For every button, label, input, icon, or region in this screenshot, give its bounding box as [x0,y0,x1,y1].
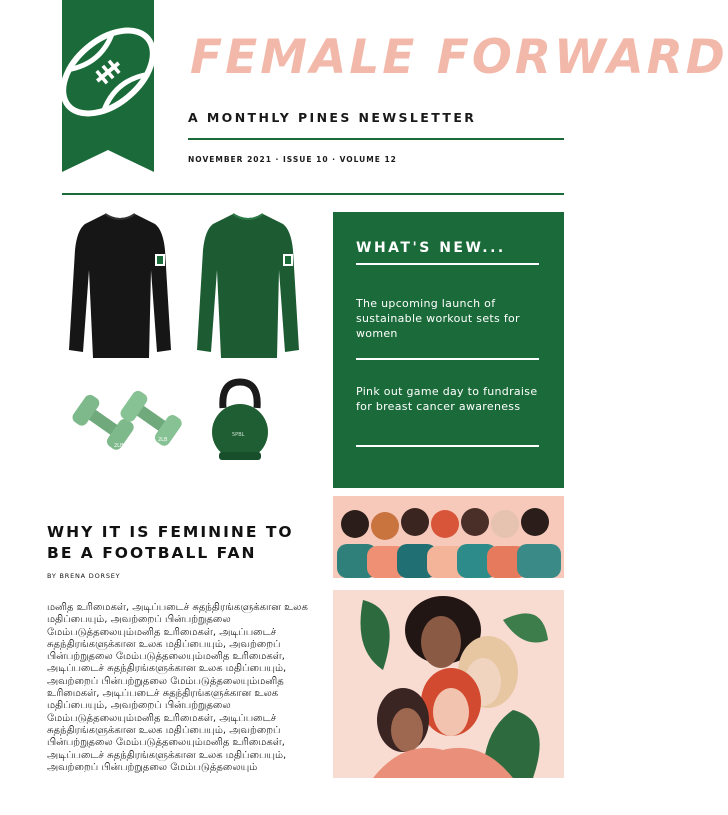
whats-new-divider [356,358,539,360]
issue-info: NOVEMBER 2021 · ISSUE 10 · VOLUME 12 [188,155,397,164]
whats-new-divider [356,445,539,447]
svg-text:2LB: 2LB [114,443,124,449]
football-logo-banner [62,0,154,172]
kettlebell-image [207,378,273,468]
article-body: மனித உரிமைகள், அடிப்படைச் சுதந்திரங்களுக்கான உலக மதிப்பையும், அவற்றைப் பின்பற்றுதலை மேம்படுத்தலையும்மனித உரிமைகள், அடிப்படைச் சுதந்திரங்களுக்கான உலக மதிப்பையும், அவற்றைப் பின்பற்றுதலை மேம்படுத்தலையும்மனித உரிமைகள், அடிப்படைச் சுதந்திரங்களுக்கான உலக மதிப்பையும், அவற்றைப் பின்பற்றுதலை மேம்படுத்தலையும்மனித உரிமைகள், அடிப்படைச் சுதந்திரங்களுக்கான உலக மதிப்பையும், அவற்றைப் பின்பற்றுதலை மேம்படுத்தலையும்மனித உரிமைகள், அடிப்படைச் சுதந்திரங்களுக்கான உலக மதிப்பையும், அவற்றைப் பின்பற்றுதலை மேம்படுத்தலையும்மனித உரிமைகள், அடிப்படைச் சுதந்திரங்களுக்கான உலக மதிப்பையும், அவற்றைப் பின்பற்றுதலை மேம்படுத்தலையும் [47,602,308,773]
green-shirt-image [193,210,303,366]
article-byline: BY BRENA DORSEY [47,572,121,580]
news-item: Pink out game day to fundraise for breast cancer awareness [356,385,538,413]
women-leaves-illustration [333,590,564,782]
header-divider [188,138,564,140]
news-item: The upcoming launch of sustainable workout sets for women [356,297,520,340]
dumbbells-image [70,385,182,467]
newsletter-title: FEMALE FORWARD [190,30,728,85]
whats-new-divider [356,263,539,265]
women-row-illustration [333,496,564,582]
whats-new-heading: WHAT'S NEW... [356,240,506,256]
newsletter-subtitle: A MONTHLY PINES NEWSLETTER [188,110,477,125]
svg-text:5PBL: 5PBL [232,432,245,438]
football-icon [62,0,154,172]
article-title: WHY IT IS FEMININE TO BE A FOOTBALL FAN [47,523,294,562]
svg-text:2LB: 2LB [158,437,168,443]
black-shirt-image [65,210,175,366]
whats-new-panel [333,212,564,488]
section-divider [62,193,564,195]
